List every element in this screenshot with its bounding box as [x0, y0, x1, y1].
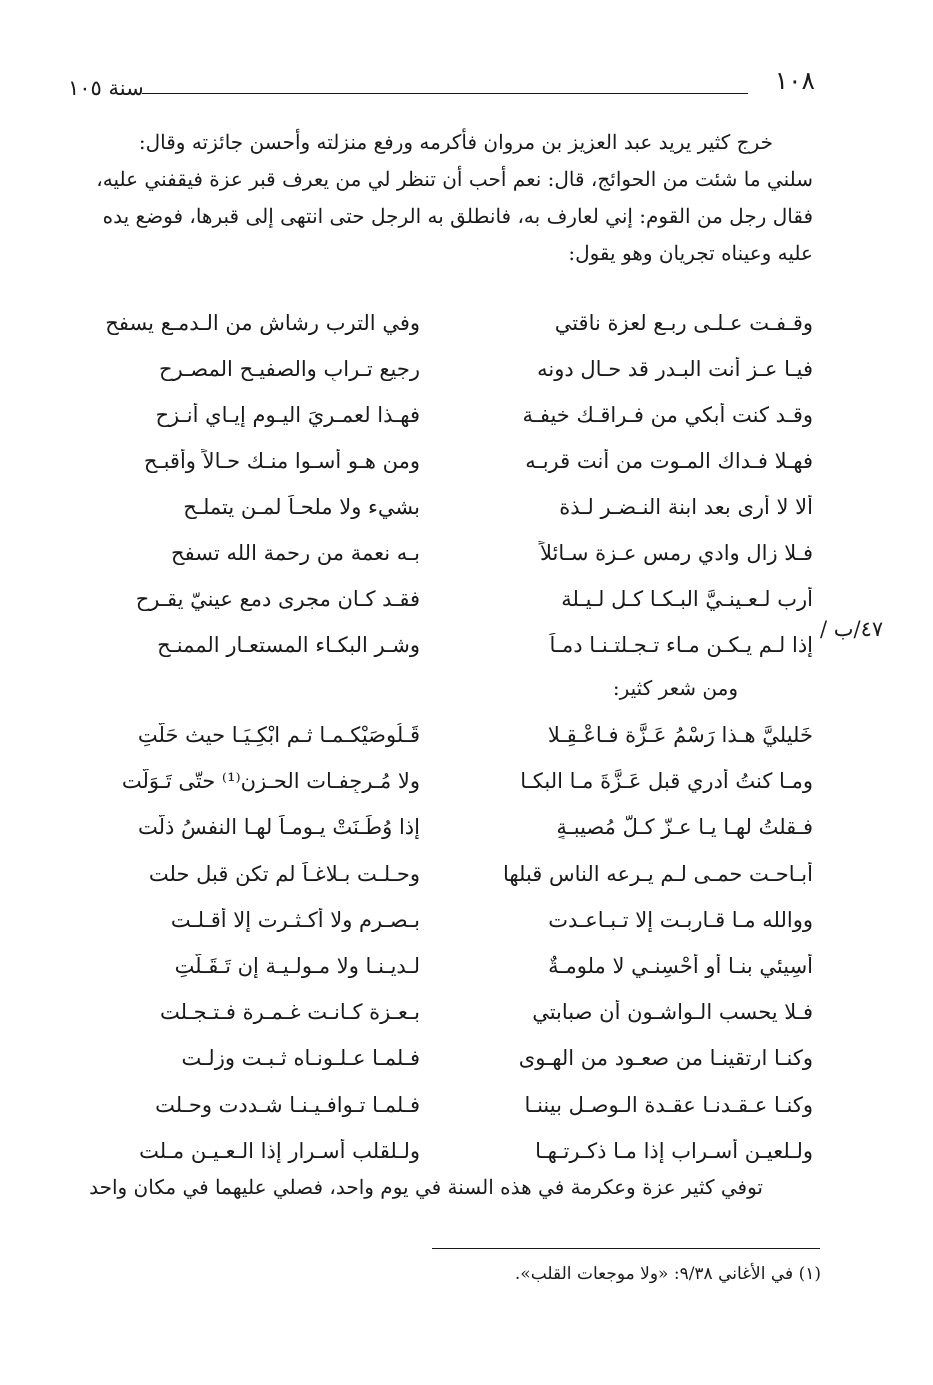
first-hemistich: فـلا زال وادي رمس عـزة سـائلاً [539, 541, 813, 565]
first-hemistich: ومـا كنتُ أدري قبل عَـزَّةَ مـا البكـا [520, 769, 813, 794]
first-hemistich: وقـفـت عـلـى ربـع لعزة ناقتي [554, 311, 813, 335]
verse [70, 403, 813, 449]
first-hemistich: فيـا عـز أنت البـدر قد حـال دونه [537, 357, 813, 381]
verse [70, 908, 813, 954]
verse [70, 633, 813, 679]
verse [70, 815, 813, 861]
second-hemistich: وفي الترب رشاش من الـدمـع يسفح [105, 311, 420, 335]
first-hemistich: ولـلعيـن أسـراب إذا مـا ذكـرتـهـا [535, 1138, 813, 1163]
second-hemistich: وحـلـت بـلاغـاً لم تكن قبل حلت [148, 861, 420, 886]
second-hemistich: فقـد كـان مجرى دمع عينيّ يقـرح [135, 587, 420, 611]
verse [70, 1000, 813, 1046]
second-hemistich: وشـر البكـاء المستعـار الممنـح [157, 633, 420, 657]
first-hemistich: وكنـا عـقـدنـا عقـدة الـوصـل بيننـا [524, 1092, 813, 1117]
section-subheading: ومن شعر كثير: [612, 676, 738, 700]
intro-line: عليه وعيناه تجريان وهو يقول: [568, 241, 813, 265]
running-header-year: سنة ١٠٥ [68, 76, 144, 100]
second-hemistich: لـديـنـا ولا مـولـيـة إن تَـقَـلَّتِ [174, 953, 420, 978]
header-rule [142, 93, 748, 94]
second-hemistich: إذا وُطِّـنَتْ يـومـاً لهـا النفسُ ذلَّت [138, 815, 420, 840]
intro-line: خرج كثير يريد عبد العزيز بن مروان فأكرمه ورفع منزلته وأحسن جائزته وقال: [138, 130, 773, 154]
poem-first [70, 311, 813, 679]
second-hemistich: ولـلقلب أسـرار إذا الـعـيـن مـلت [139, 1138, 420, 1163]
page-number: ١٠٨ [774, 66, 815, 95]
footnote-rule [432, 1248, 820, 1249]
footnote: (١) في الأغاني ٩/٣٨: «ولا موجعات القلب». [514, 1264, 821, 1284]
first-hemistich: فهـلا فـداك المـوت من أنت قربـه [525, 449, 813, 473]
second-hemistich: ومن هـو أسـوا منـك حـالاً وأقبـح [143, 449, 420, 473]
verse [70, 449, 813, 495]
first-hemistich: فـلا يحسب الـواشـون أن صبابتي [532, 1000, 813, 1025]
verse [70, 769, 813, 815]
verse [70, 357, 813, 403]
first-hemistich: وقـد كنت أبكي من فـراقـك خيفـة [522, 403, 813, 427]
intro-paragraph [70, 124, 813, 272]
first-hemistich: ووالله مـا قـاربـت إلا تـبـاعـدت [548, 907, 813, 932]
second-hemistich: بـصـرم ولا أكـثـرت إلا أقـلـت [170, 907, 420, 932]
first-hemistich: ألا لا أرى بعد ابنة النـضـر لـذة [559, 495, 813, 519]
first-hemistich: أُسِيئي بنـا أو أحْسِنـي لا ملومـةٌ [548, 953, 813, 978]
first-hemistich: أرب لـعـينـيَّ البـكـا كـل لـيـلة [561, 587, 813, 611]
intro-line: سلني ما شئت من الحوائج، قال: نعم أحب أن تنظر لي من يعرف قبر عزة فيقفني عليه، [96, 167, 813, 191]
verse [70, 495, 813, 541]
second-hemistich: رجيع تـرابٍ والصفيـح المصـرح [159, 357, 420, 381]
closing-sentence: توفي كثير عزة وعكرمة في هذه السنة في يوم واحد، فصلي عليهما في مكان واحد [89, 1175, 763, 1199]
second-hemistich: فـلمـا عـلـونـاه ثـبـت وزلـت [181, 1046, 420, 1071]
verse [70, 311, 813, 357]
intro-line: فقال رجل من القوم: إني لعارف به، فانطلق به الرجل حتى انتهى إلى قبرها، فوضع يده [102, 204, 813, 228]
manuscript-folio-note: ٤٧/ب / [820, 617, 884, 641]
second-hemistich: قَـلُوصَيْكـمـا ثـم ابْكِـيَـا حيث حَلَّتِ [137, 723, 420, 747]
verse [70, 587, 813, 633]
first-hemistich: فـقلتُ لهـا يـا عـزّ كـلُّ مُصيبـةٍ [556, 815, 813, 840]
first-hemistich: إذا لـم يـكـن مـاء تـجـلتـنـا دمـاً [549, 633, 813, 657]
first-hemistich: وكنـا ارتقينـا من صعـود من الهـوى [518, 1046, 813, 1071]
second-hemistich: بشيء ولا ملحـاً لمـن يتملـح [183, 495, 420, 519]
first-hemistich: خَليليَّ هـذا رَسْمُ عَـزَّة فـاعْـقِـلا [547, 723, 813, 747]
verse [70, 1093, 813, 1139]
first-hemistich: أبـاحـت حمـى لـم يـرعه الناس قبلها [502, 861, 813, 886]
verse [70, 954, 813, 1000]
verse [70, 862, 813, 908]
poem-second [70, 723, 813, 1185]
verse [70, 723, 813, 769]
second-hemistich: فـلمـا تـوافـيـنـا شـددت وحـلت [155, 1092, 420, 1117]
second-hemistich: بـعـزة كـانـت غـمـرة فـتـجـلت [159, 1000, 420, 1025]
verse [70, 1046, 813, 1092]
second-hemistich: بـه نعمة من رحمة الله تسفح [171, 541, 420, 565]
second-hemistich: فهـذا لعمـريَ اليـوم إيـاي أنـزح [155, 403, 420, 427]
second-hemistich: ولا مُـرجِفـات الحـزن⁽¹⁾ حتّى تَـوَلَّت [121, 769, 420, 794]
verse [70, 541, 813, 587]
